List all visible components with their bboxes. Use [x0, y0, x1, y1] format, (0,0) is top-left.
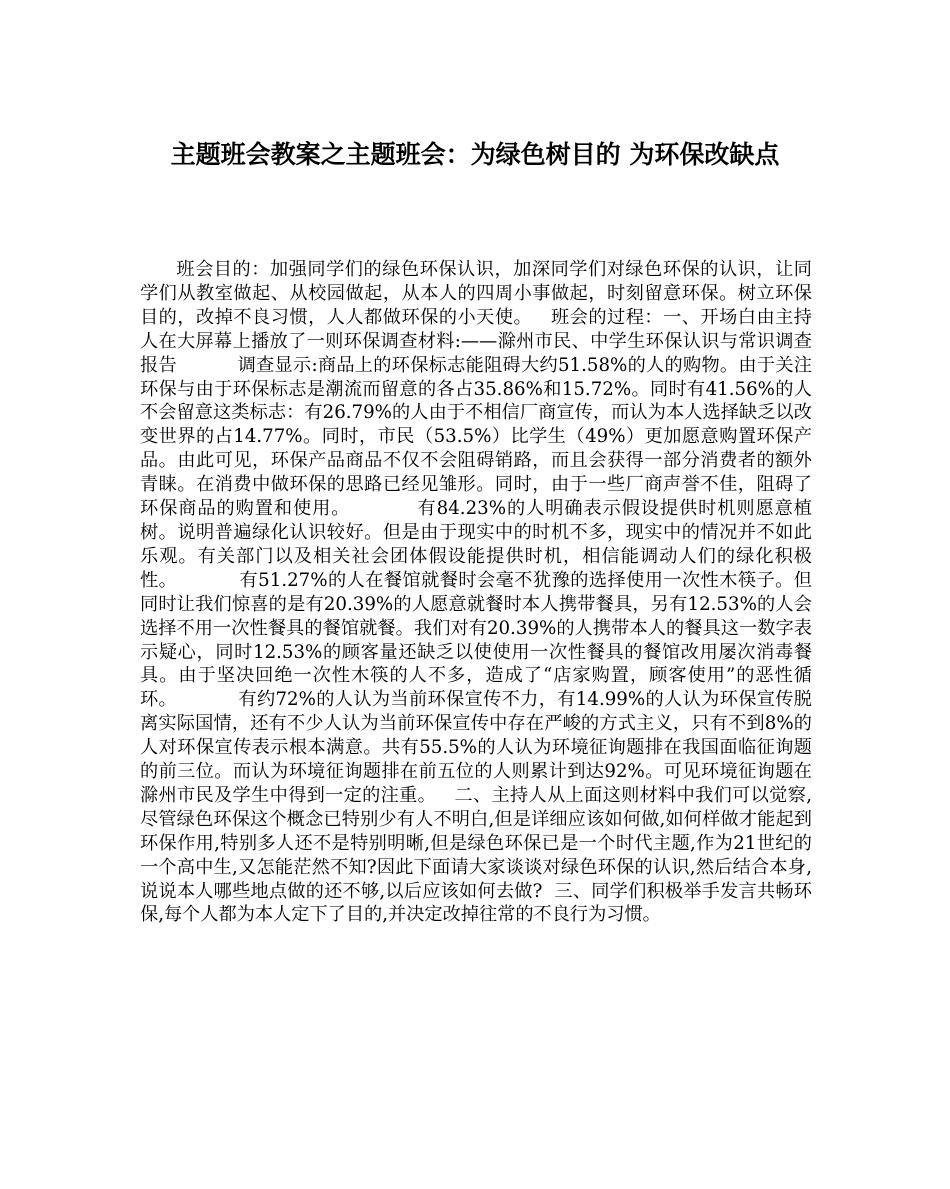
- document-title: 主题班会教案之主题班会：为绿色树目的 为环保改缺点: [170, 140, 780, 169]
- document-body: 班会目的：加强同学们的绿色环保认识，加深同学们对绿色环保的认识，让同学们从教室做起、从校园做起，从本人的四周小事做起，时刻留意环保。树立环保目的，改掉不良习惯，人人都做环保的小天使。 班会的过程：一、开场白由主持人在大屏幕上播放了一则环保调查材料:——滁州市民、中学生环保认识与常识调查报告 调查显示:商品上的环保标志能阻碍大约51.58%的人的购物。由于关注环保与由于环保标志是潮流而留意的各占35.86%和15.72%。同时有41.56%的人不会留意这类标志：有26.79%的人由于不相信厂商宣传，而认为本人选择缺乏以改变世界的占14.77%。同时，市民（53.5%）比学生（49%）更加愿意购置环保产品。由此可见，环保产品商品不仅不会阻碍销路，而且会获得一部分消费者的额外青睐。在消费中做环保的思路已经见雏形。同时，由于一些厂商声誉不佳，阻碍了环保商品的购置和使用。 有84.23%的人明确表示假设提供时机则愿意植树。说明普遍绿化认识较好。但是由于现实中的时机不多，现实中的情况并不如此乐观。有关部门以及相关社会团体假设能提供时机，相信能调动人们的绿化积极性。 有51.27%的人在餐馆就餐时会毫不犹豫的选择使用一次性木筷子。但同时让我们惊喜的是有20.39%的人愿意就餐时本人携带餐具，另有12.53%的人会选择不用一次性餐具的餐馆就餐。我们对有20.39%的人携带本人的餐具这一数字表示疑心，同时12.53%的顾客量还缺乏以使使用一次性餐具的餐馆改用屡次消毒餐具。由于坚决回绝一次性木筷的人不多，造成了“店家购置，顾客使用”的恶性循环。 有约72%的人认为当前环保宣传不力，有14.99%的人认为环保宣传脱离实际国情，还有不少人认为当前环保宣传中存在严峻的方式主义，只有不到8%的人对环保宣传表示根本满意。共有55.5%的人认为环境征询题排在我国面临征询题的前三位。而认为环境征询题排在前五位的人则累计到达92%。可见环境征询题在滁州市民及学生中得到一定的注重。 二、主持人从上面这则材料中我们可以觉察,尽管绿色环保这个概念已特别少有人不明白,但是详细应该如何做,如何样做才能起到环保作用,特别多人还不是特别明晰,但是绿色环保已是一个时代主题,作为21世纪的一个高中生,又怎能茫然不知?因此下面请大家谈谈对绿色环保的认识,然后结合本身,说说本人哪些地点做的还不够,以后应该如何去做? 三、同学们积极举手发言共畅环保,每个人都为本人定下了目的,并决定改掉往常的不良行为习惯。: [140, 259, 812, 926]
